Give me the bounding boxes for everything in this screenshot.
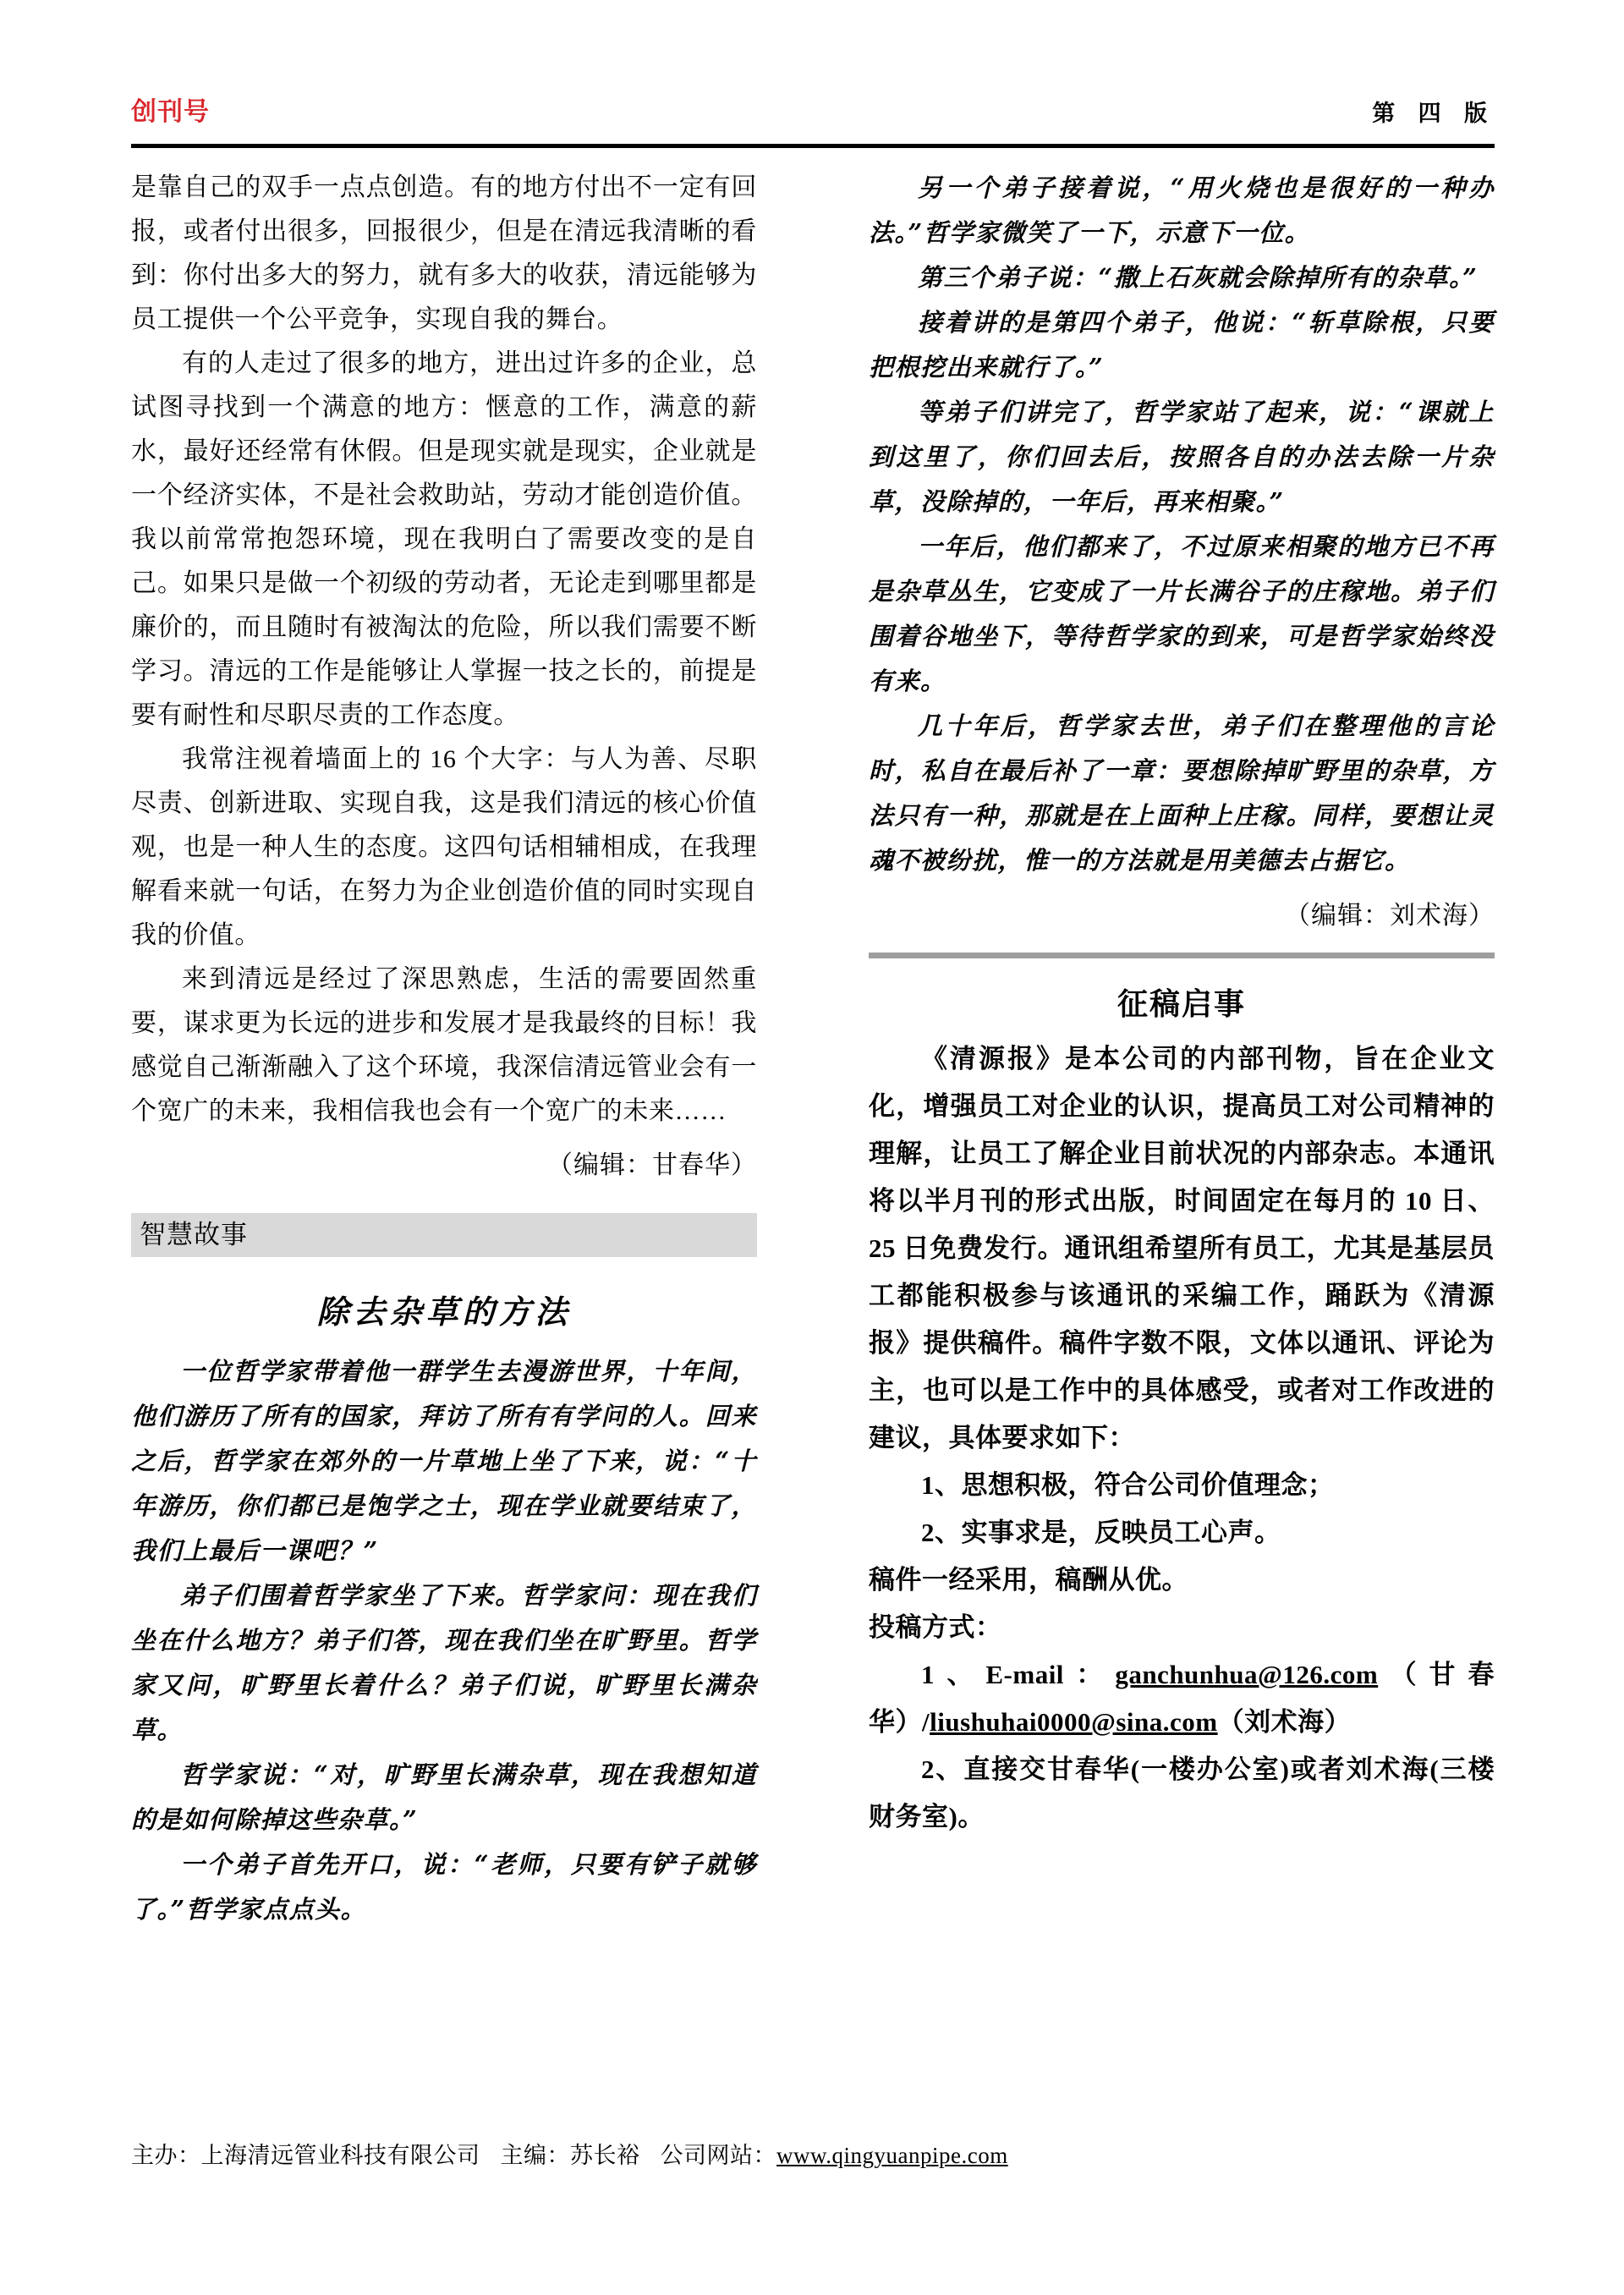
email-owner-label: （刘术海） <box>1217 1707 1352 1737</box>
footer-website-label: 公司网站： <box>660 2143 776 2168</box>
story-paragraph: 第三个弟子说：“撒上石灰就会除掉所有的杂草。” <box>918 263 1479 292</box>
email-link-ganchunhua[interactable]: ganchunhua@126.com <box>1115 1660 1379 1689</box>
article-editor-byline: （编辑：甘春华） <box>547 1151 757 1179</box>
story-paragraph: 接着讲的是第四个弟子，他说：“斩草除根，只要把根挖出来就行了。” <box>869 308 1495 382</box>
two-column-body <box>131 166 1495 1932</box>
footer-organizer-label: 主办： <box>131 2143 201 2168</box>
article-body <box>131 166 757 1134</box>
masthead-rule <box>131 144 1495 148</box>
section-header-wisdom-stories <box>131 1213 757 1257</box>
story-paragraph: 一个弟子首先开口，说：“老师，只要有铲子就够了。”哲学家点点头。 <box>131 1850 757 1924</box>
story-paragraph: 另一个弟子接着说，“用火烧也是很好的一种办法。”哲学家微笑了一下，示意下一位。 <box>869 173 1495 247</box>
footer-editor-label: 主编： <box>500 2143 570 2168</box>
notice-requirement-item: 1、思想积极，符合公司价值理念； <box>921 1470 1335 1500</box>
section-divider <box>869 953 1495 958</box>
masthead <box>131 97 1495 127</box>
article-paragraph: 来到清远是经过了深思熟虑，生活的需要固然重要，谋求更为长远的进步和发展才是我最终的目标！我感觉自己渐渐融入了这个环境，我深信清远管业会有一个宽广的未来，我相信我也会有一个宽广的未来…… <box>131 965 757 1125</box>
page-number-label: 第 四 版 <box>1372 101 1495 127</box>
story-paragraph: 哲学家说：“对，旷野里长满杂草，现在我想知道的是如何除掉这些杂草。” <box>131 1760 757 1834</box>
email-owner-label: （甘春华）/ <box>869 1660 1495 1737</box>
notice-submit-inperson: 2、直接交甘春华(一楼办公室)或者刘术海(三楼财务室)。 <box>869 1754 1495 1831</box>
footer-organizer-value: 上海清远管业科技有限公司 <box>200 2143 480 2168</box>
notice-submit-email-line <box>869 1651 1495 1746</box>
notice-reward-note: 稿件一经采用，稿酬从优。 <box>869 1565 1188 1595</box>
story-paragraph: 几十年后，哲学家去世，弟子们在整理他的言论时，私自在最后补了一章：要想除掉旷野里的杂草，方法只有一种，那就是在上面种上庄稼。同样，要想让灵魂不被纷扰，惟一的方法就是用美德去占据它。 <box>869 711 1495 875</box>
footer-editor-value: 苏长裕 <box>570 2143 640 2168</box>
story-paragraph: 弟子们围着哲学家坐了下来。哲学家问：现在我们坐在什么地方？弟子们答，现在我们坐在旷野里。哲学家又问，旷野里长着什么？弟子们说，旷野里长满杂草。 <box>131 1581 757 1744</box>
story-paragraph: 一位哲学家带着他一群学生去漫游世界，十年间，他们游历了所有的国家，拜访了所有有学问的人。回来之后，哲学家在郊外的一片草地上坐了下来，说：“十年游历，你们都已是饱学之士，现在学业就要结束了，我们上最后一课吧？” <box>131 1357 757 1565</box>
email-prefix-label: 1、E-mail： <box>921 1660 1116 1689</box>
notice-submit-label: 投稿方式： <box>869 1612 1002 1642</box>
story-paragraph: 一年后，他们都来了，不过原来相聚的地方已不再是杂草丛生，它变成了一片长满谷子的庄稼地。弟子们围着谷地坐下，等待哲学家的到来，可是哲学家始终没有来。 <box>869 532 1495 695</box>
notice-title: 征稿启事 <box>1116 987 1246 1022</box>
story-continued-body <box>869 166 1495 883</box>
article-paragraph: 有的人走过了很多的地方，进出过许多的企业，总试图寻找到一个满意的地方：惬意的工作，满意的薪水，最好还经常有休假。但是现实就是现实，企业就是一个经济实体，不是社会救助站，劳动才能创造价值。我以前常常抱怨环境，现在我明白了需要改变的是自己。如果只是做一个初级的劳动者，无论走到哪里都是廉价的，而且随时有被淘汰的危险，所以我们需要不断学习。清远的工作是能够让人掌握一技之长的，前提是要有耐性和尽职尽责的工作态度。 <box>131 349 757 729</box>
right-column <box>869 166 1495 1932</box>
footer-website-link[interactable]: www.qingyuanpipe.com <box>776 2143 1008 2168</box>
left-column <box>131 166 757 1932</box>
notice-requirement-item: 2、实事求是，反映员工心声。 <box>921 1518 1281 1547</box>
story-editor-byline: （编辑：刘术海） <box>1285 902 1495 930</box>
email-link-liushuhai[interactable]: liushuhai0000@sina.com <box>930 1707 1218 1737</box>
page-footer <box>131 2139 1495 2172</box>
story-body <box>131 1349 757 1932</box>
section-header-label: 智慧故事 <box>140 1219 248 1250</box>
article-paragraph: 是靠自己的双手一点点创造。有的地方付出不一定有回报，或者付出很多，回报很少，但是在清远我清晰的看到：你付出多大的努力，就有多大的收获，清远能够为员工提供一个公平竞争，实现自我的舞台。 <box>131 173 757 333</box>
story-paragraph: 等弟子们讲完了，哲学家站了起来，说：“课就上到这里了，你们回去后，按照各自的办法去除一片杂草，没除掉的，一年后，再来相聚。” <box>869 398 1495 516</box>
notice-intro-paragraph: 《清源报》是本公司的内部刊物，旨在企业文化，增强员工对企业的认识，提高员工对公司精神的理解，让员工了解企业目前状况的内部杂志。本通讯将以半月刊的形式出版，时间固定在每月的 10 日、25 日免费发行。通讯组希望所有员工，尤其是基层员工都能积极参与该通讯的采编工作，踊跃为《清源报》提供稿件。稿件字数不限，文体以通讯、评论为主，也可以是工作中的具体感受，或者对工作改进的建议，具体要求如下： <box>869 1044 1495 1452</box>
story-title: 除去杂草的方法 <box>316 1293 572 1331</box>
issue-label: 创刊号 <box>131 97 210 127</box>
article-paragraph: 我常注视着墙面上的 16 个大字：与人为善、尽职尽责、创新进取、实现自我，这是我们清远的核心价值观，也是一种人生的态度。这四句话相辅相成，在我理解看来就一句话，在努力为企业创造价值的同时实现自我的价值。 <box>131 745 757 949</box>
footer-line <box>131 2139 1495 2172</box>
